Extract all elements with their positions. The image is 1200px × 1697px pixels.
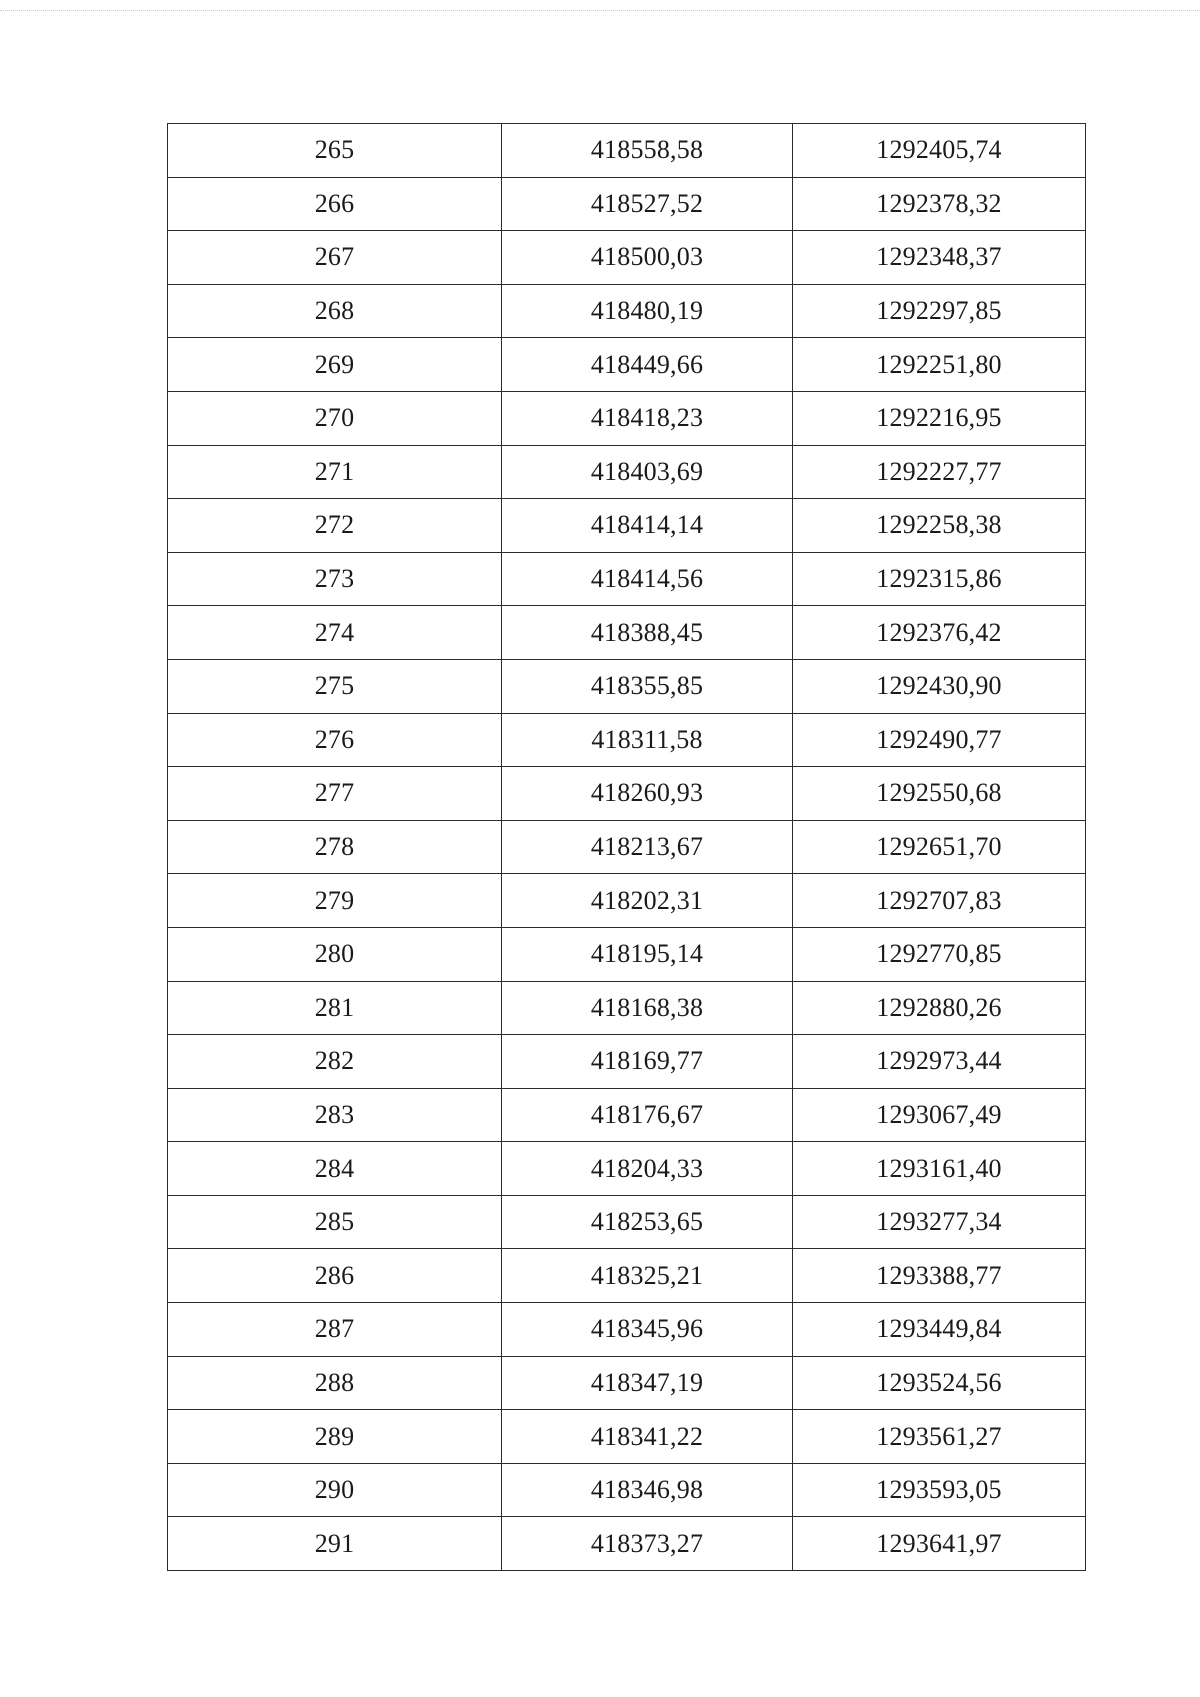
table-row bbox=[168, 606, 1086, 660]
table-row bbox=[168, 713, 1086, 767]
table-row bbox=[168, 1035, 1086, 1089]
table-row bbox=[168, 1303, 1086, 1357]
table-row bbox=[168, 445, 1086, 499]
point-number-cell: 289 bbox=[168, 1410, 502, 1464]
x-coordinate-cell: 418345,96 bbox=[502, 1303, 793, 1357]
point-number-cell: 283 bbox=[168, 1088, 502, 1142]
x-coordinate-cell: 418253,65 bbox=[502, 1195, 793, 1249]
x-coordinate-cell: 418558,58 bbox=[502, 124, 793, 178]
y-coordinate-cell: 1292348,37 bbox=[793, 231, 1086, 285]
y-coordinate-cell: 1292770,85 bbox=[793, 927, 1086, 981]
point-number-cell: 270 bbox=[168, 391, 502, 445]
x-coordinate-cell: 418195,14 bbox=[502, 927, 793, 981]
y-coordinate-cell: 1292251,80 bbox=[793, 338, 1086, 392]
y-coordinate-cell: 1293524,56 bbox=[793, 1356, 1086, 1410]
x-coordinate-cell: 418355,85 bbox=[502, 659, 793, 713]
table-row bbox=[168, 1088, 1086, 1142]
table-row bbox=[168, 338, 1086, 392]
table-row bbox=[168, 231, 1086, 285]
point-number-cell: 269 bbox=[168, 338, 502, 392]
point-number-cell: 278 bbox=[168, 820, 502, 874]
x-coordinate-cell: 418311,58 bbox=[502, 713, 793, 767]
table-row bbox=[168, 1463, 1086, 1517]
x-coordinate-cell: 418527,52 bbox=[502, 177, 793, 231]
x-coordinate-cell: 418500,03 bbox=[502, 231, 793, 285]
point-number-cell: 291 bbox=[168, 1517, 502, 1571]
coordinates-table bbox=[167, 123, 1086, 1571]
point-number-cell: 274 bbox=[168, 606, 502, 660]
table-row bbox=[168, 1356, 1086, 1410]
point-number-cell: 282 bbox=[168, 1035, 502, 1089]
y-coordinate-cell: 1292707,83 bbox=[793, 874, 1086, 928]
point-number-cell: 267 bbox=[168, 231, 502, 285]
point-number-cell: 265 bbox=[168, 124, 502, 178]
point-number-cell: 285 bbox=[168, 1195, 502, 1249]
y-coordinate-cell: 1292880,26 bbox=[793, 981, 1086, 1035]
y-coordinate-cell: 1293449,84 bbox=[793, 1303, 1086, 1357]
table-row bbox=[168, 820, 1086, 874]
y-coordinate-cell: 1292227,77 bbox=[793, 445, 1086, 499]
table-row bbox=[168, 1410, 1086, 1464]
table-row bbox=[168, 659, 1086, 713]
point-number-cell: 273 bbox=[168, 552, 502, 606]
table-row bbox=[168, 1142, 1086, 1196]
x-coordinate-cell: 418414,56 bbox=[502, 552, 793, 606]
table-row bbox=[168, 1249, 1086, 1303]
y-coordinate-cell: 1293641,97 bbox=[793, 1517, 1086, 1571]
x-coordinate-cell: 418341,22 bbox=[502, 1410, 793, 1464]
x-coordinate-cell: 418347,19 bbox=[502, 1356, 793, 1410]
table-row bbox=[168, 981, 1086, 1035]
x-coordinate-cell: 418169,77 bbox=[502, 1035, 793, 1089]
table-row bbox=[168, 1517, 1086, 1571]
x-coordinate-cell: 418176,67 bbox=[502, 1088, 793, 1142]
y-coordinate-cell: 1292490,77 bbox=[793, 713, 1086, 767]
x-coordinate-cell: 418346,98 bbox=[502, 1463, 793, 1517]
y-coordinate-cell: 1293277,34 bbox=[793, 1195, 1086, 1249]
y-coordinate-cell: 1293388,77 bbox=[793, 1249, 1086, 1303]
point-number-cell: 280 bbox=[168, 927, 502, 981]
point-number-cell: 281 bbox=[168, 981, 502, 1035]
x-coordinate-cell: 418388,45 bbox=[502, 606, 793, 660]
table-row bbox=[168, 1195, 1086, 1249]
page-top-edge bbox=[0, 10, 1200, 11]
y-coordinate-cell: 1292297,85 bbox=[793, 284, 1086, 338]
y-coordinate-cell: 1292216,95 bbox=[793, 391, 1086, 445]
point-number-cell: 284 bbox=[168, 1142, 502, 1196]
point-number-cell: 272 bbox=[168, 499, 502, 553]
x-coordinate-cell: 418403,69 bbox=[502, 445, 793, 499]
point-number-cell: 275 bbox=[168, 659, 502, 713]
point-number-cell: 266 bbox=[168, 177, 502, 231]
x-coordinate-cell: 418168,38 bbox=[502, 981, 793, 1035]
x-coordinate-cell: 418449,66 bbox=[502, 338, 793, 392]
y-coordinate-cell: 1292430,90 bbox=[793, 659, 1086, 713]
y-coordinate-cell: 1292315,86 bbox=[793, 552, 1086, 606]
x-coordinate-cell: 418418,23 bbox=[502, 391, 793, 445]
table-row bbox=[168, 177, 1086, 231]
y-coordinate-cell: 1292651,70 bbox=[793, 820, 1086, 874]
table-row bbox=[168, 927, 1086, 981]
point-number-cell: 290 bbox=[168, 1463, 502, 1517]
x-coordinate-cell: 418373,27 bbox=[502, 1517, 793, 1571]
coordinates-table-body bbox=[168, 124, 1086, 1571]
y-coordinate-cell: 1292405,74 bbox=[793, 124, 1086, 178]
x-coordinate-cell: 418202,31 bbox=[502, 874, 793, 928]
table-row bbox=[168, 124, 1086, 178]
point-number-cell: 286 bbox=[168, 1249, 502, 1303]
x-coordinate-cell: 418213,67 bbox=[502, 820, 793, 874]
point-number-cell: 288 bbox=[168, 1356, 502, 1410]
x-coordinate-cell: 418204,33 bbox=[502, 1142, 793, 1196]
point-number-cell: 277 bbox=[168, 767, 502, 821]
point-number-cell: 268 bbox=[168, 284, 502, 338]
y-coordinate-cell: 1293161,40 bbox=[793, 1142, 1086, 1196]
table-row bbox=[168, 499, 1086, 553]
point-number-cell: 271 bbox=[168, 445, 502, 499]
y-coordinate-cell: 1292258,38 bbox=[793, 499, 1086, 553]
table-row bbox=[168, 552, 1086, 606]
y-coordinate-cell: 1293561,27 bbox=[793, 1410, 1086, 1464]
y-coordinate-cell: 1293067,49 bbox=[793, 1088, 1086, 1142]
y-coordinate-cell: 1293593,05 bbox=[793, 1463, 1086, 1517]
x-coordinate-cell: 418414,14 bbox=[502, 499, 793, 553]
y-coordinate-cell: 1292378,32 bbox=[793, 177, 1086, 231]
x-coordinate-cell: 418480,19 bbox=[502, 284, 793, 338]
table-row bbox=[168, 391, 1086, 445]
y-coordinate-cell: 1292550,68 bbox=[793, 767, 1086, 821]
y-coordinate-cell: 1292376,42 bbox=[793, 606, 1086, 660]
x-coordinate-cell: 418260,93 bbox=[502, 767, 793, 821]
table-row bbox=[168, 284, 1086, 338]
x-coordinate-cell: 418325,21 bbox=[502, 1249, 793, 1303]
point-number-cell: 276 bbox=[168, 713, 502, 767]
y-coordinate-cell: 1292973,44 bbox=[793, 1035, 1086, 1089]
table-row bbox=[168, 874, 1086, 928]
point-number-cell: 279 bbox=[168, 874, 502, 928]
table-row bbox=[168, 767, 1086, 821]
point-number-cell: 287 bbox=[168, 1303, 502, 1357]
